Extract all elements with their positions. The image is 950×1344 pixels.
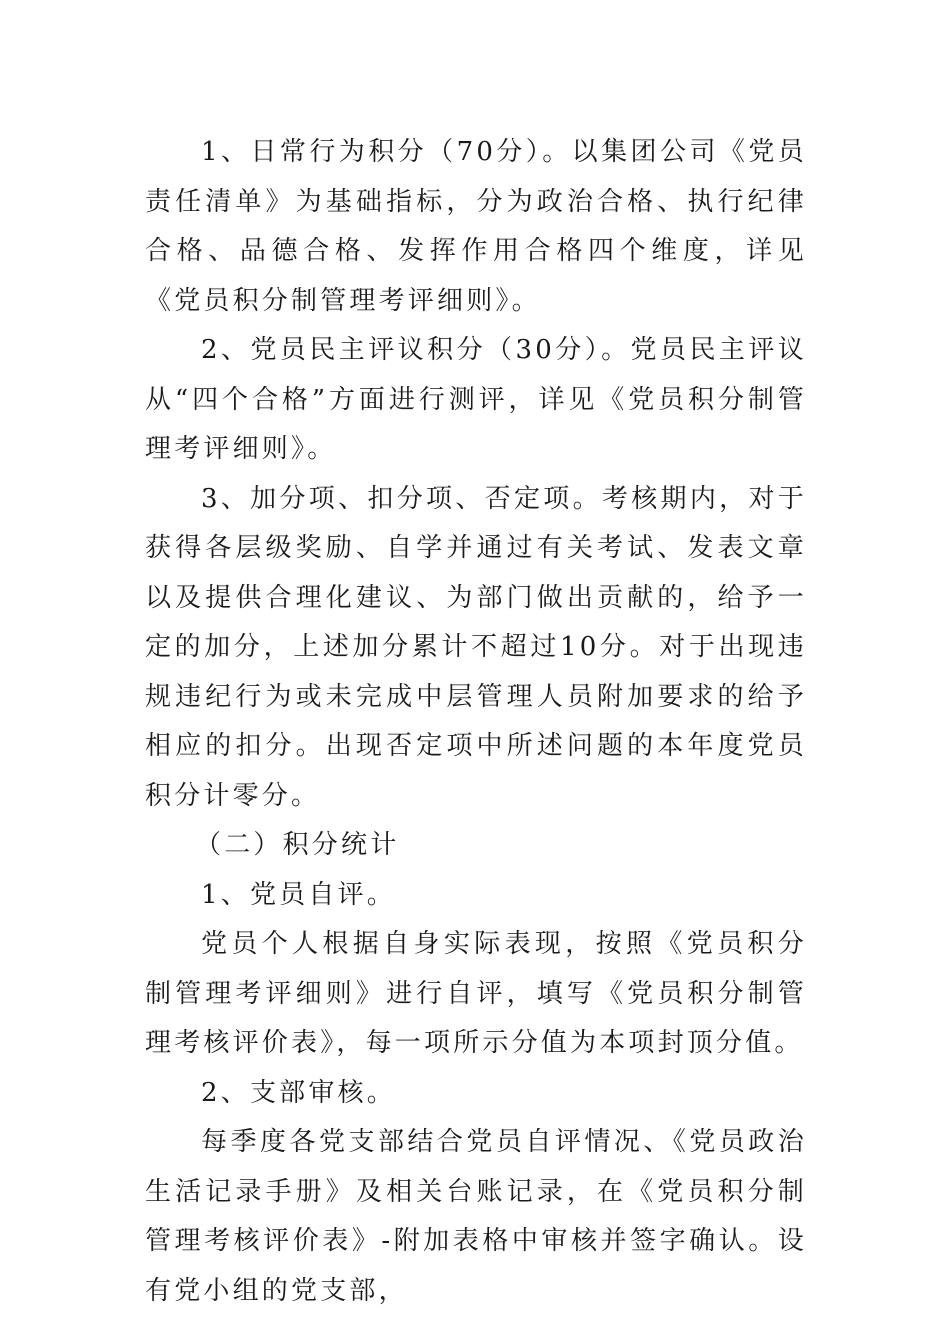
paragraph-branch-review: 每季度各党支部结合党员自评情况、《党员政治生活记录手册》及相关台账记录，在《党员积分制管理考核评价表》-附加表格中审核并签字确认。设有党小组的党支部， (145, 1127, 807, 1306)
paragraph-bonus-deduction-veto: 3、加分项、扣分项、否定项。考核期内，对于获得各层级奖励、自学并通过有关考试、发表文章以及提供合理化建议、为部门做出贡献的，给予一定的加分，上述加分累计不超过10分。对于出现违规违纪行为或未完成中层管理人员附加要求的给予相应的扣分。出现否定项中所述问题的本年度党员积分计零分。 (145, 483, 807, 811)
paragraph-daily-behavior-points: 1、日常行为积分（70分）。以集团公司《党员责任清单》为基础指标，分为政治合格、执行纪律合格、品德合格、发挥作用合格四个维度，详见《党员积分制管理考评细则》。 (145, 137, 807, 316)
paragraph-self-evaluation: 党员个人根据自身实际表现，按照《党员积分制管理考评细则》进行自评，填写《党员积分制管理考核评价表》，每一项所示分值为本项封顶分值。 (145, 929, 807, 1058)
section-heading-points-statistics: （二）积分统计 (195, 830, 400, 860)
paragraph-democratic-review-points: 2、党员民主评议积分（30分）。党员民主评议从“四个合格”方面进行测评，详见《党员积分制管理考评细则》。 (145, 335, 807, 464)
document-body (145, 128, 807, 1316)
subheading-self-evaluation: 1、党员自评。 (201, 879, 396, 910)
subheading-branch-review: 2、支部审核。 (201, 1077, 396, 1108)
